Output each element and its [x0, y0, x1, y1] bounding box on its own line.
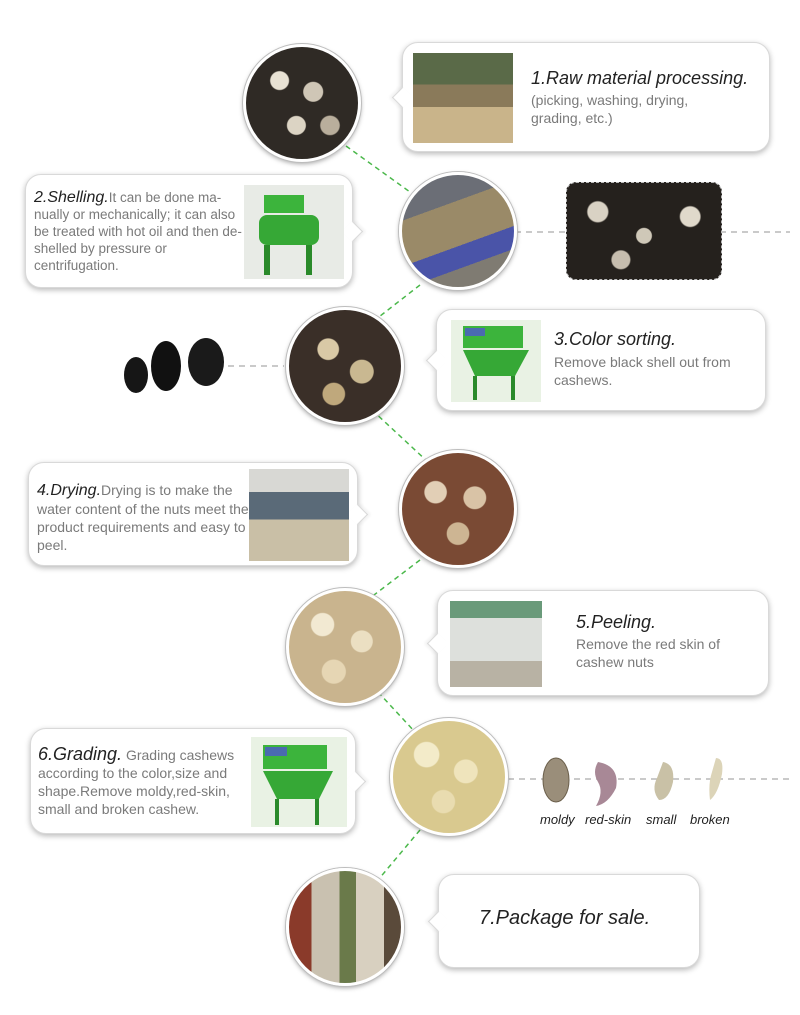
- step-6-desc: Grading cashews according to the color,size and shape.Remove moldy,red-skin, small and broken cashew.: [38, 747, 235, 817]
- grade-label-small: small: [646, 812, 677, 827]
- black-shells-photo: [118, 330, 228, 400]
- step-5-bubble: [437, 590, 769, 696]
- peeling-machine-photo: [450, 601, 542, 687]
- grade-label-broken: broken: [690, 812, 730, 827]
- step-4-text: [37, 481, 252, 554]
- connector-4-5: [370, 560, 420, 598]
- step-6-bubble: [30, 728, 356, 834]
- shelling-machine-photo: [244, 185, 344, 279]
- grade-sample-broken: [709, 758, 722, 800]
- grade-samples: [538, 750, 738, 808]
- connector-2-3: [375, 285, 420, 320]
- circle-dried-nuts: [399, 450, 517, 568]
- step-7-title: 7.Package for sale.: [479, 907, 651, 929]
- step-1-title: 1.Raw material processing.: [531, 68, 749, 88]
- step-2-title: 2.Shelling.: [34, 189, 109, 206]
- circle-shelling-yard: [399, 172, 517, 290]
- connector-1-2: [346, 146, 410, 192]
- step-6-title: 6.Grading.: [38, 744, 123, 764]
- circle-packaged-jars: [286, 868, 404, 986]
- step-2-bubble: [25, 174, 353, 288]
- step-3-desc: Remove black shell out from cashews.: [554, 354, 731, 388]
- step-3-bubble: [436, 309, 766, 411]
- shell-closeup-photo: [566, 182, 722, 280]
- grade-sample-moldy: [543, 758, 569, 802]
- step-1-desc: (picking, washing, drying, grading, etc.): [531, 92, 689, 126]
- step-4-bubble: [28, 462, 358, 566]
- grade-label-moldy: moldy: [540, 812, 575, 827]
- step-4-title: 4.Drying.: [37, 482, 102, 499]
- grade-label-red-skin: red-skin: [585, 812, 632, 827]
- step-2-text: [34, 189, 244, 274]
- step-3-title: 3.Color sorting.: [554, 329, 677, 349]
- grade-sample-small: [654, 762, 673, 800]
- connector-3-4: [372, 410, 428, 462]
- step-2-desc: It can be done ma- nually or mechanically; it can also be treated with hot oil and then de-shelled by pressure or centrifugation.: [34, 190, 242, 273]
- worker-photo: [413, 53, 513, 143]
- grading-sorter-photo: [251, 737, 347, 827]
- step-4-desc: Drying is to make the water content of the nuts meet the product requirements and easy to peel.: [37, 482, 249, 553]
- drying-shed-photo: [249, 469, 349, 561]
- step-5-desc: Remove the red skin of cashew nuts: [576, 636, 720, 670]
- connector-6-7: [378, 830, 420, 880]
- connector-5-6: [378, 692, 415, 732]
- circle-graded-nuts: [390, 718, 508, 836]
- circle-sorted-shells: [286, 307, 404, 425]
- step-7-bubble: [438, 874, 700, 968]
- step-5-title: 5.Peeling.: [576, 612, 657, 632]
- circle-raw-nuts: [243, 44, 361, 162]
- step-1-bubble: [402, 42, 770, 152]
- color-sorter-photo: [451, 320, 541, 402]
- grade-sample-red-skin: [595, 762, 617, 806]
- circle-peeled-nuts: [286, 588, 404, 706]
- step-6-text: [38, 745, 256, 818]
